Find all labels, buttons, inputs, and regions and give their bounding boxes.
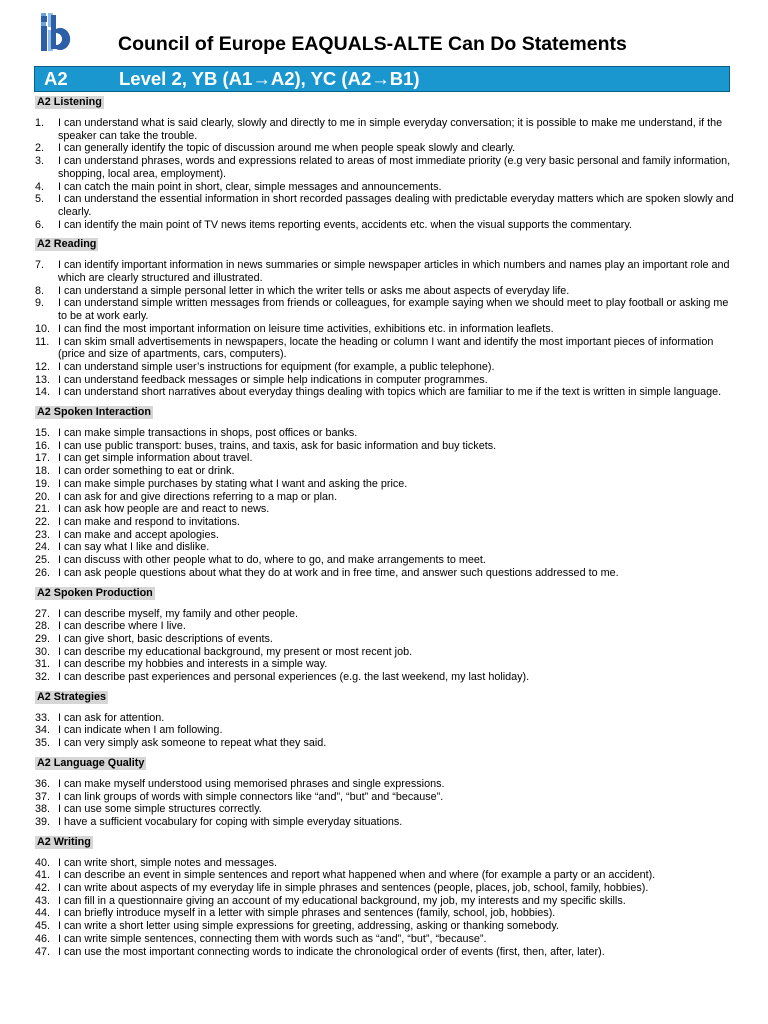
statement-number: 16. <box>35 439 51 452</box>
statement-text: I can briefly introduce myself in a letter with simple phrases and sentences (family, school, job, hobbies). <box>58 907 556 920</box>
statement-item <box>35 933 735 946</box>
document-title: Council of Europe EAQUALS-ALTE Can Do Statements <box>118 33 627 55</box>
statement-item <box>35 478 735 491</box>
statement-text: I can describe where I live. <box>58 620 186 633</box>
statement-number: 22. <box>35 515 51 528</box>
statement-text: I can ask how people are and react to news. <box>58 503 270 516</box>
statement-text: I can fill in a questionnaire giving an account of my educational background, my job, my interests and my specific skills. <box>58 894 626 907</box>
statement-text: I can find the most important information on leisure time activities, exhibitions etc. in information leaflets. <box>58 322 554 335</box>
statement-item <box>35 361 735 374</box>
statement-item <box>35 427 735 440</box>
statement-text: I can skim small advertisements in newspapers, locate the heading or column I want and identify the most important pieces of information (price and size of apartments, cars, computers). <box>58 335 714 361</box>
statement-item <box>35 567 735 580</box>
statement-number: 43. <box>35 894 51 907</box>
statement-item <box>35 142 735 155</box>
statement-item <box>35 297 735 322</box>
statement-text: I can write about aspects of my everyday life in simple phrases and sentences (people, places, job, school, family, hobbies). <box>58 882 649 895</box>
statement-number: 13. <box>35 373 51 386</box>
statement-text: I can understand phrases, words and expressions related to areas of most immediate priority (e.g very basic personal and family information, shopping, local area, employment). <box>58 155 731 180</box>
statement-number: 32. <box>35 671 51 684</box>
statement-number: 19. <box>35 477 51 490</box>
statement-number: 37. <box>35 790 51 803</box>
statement-number: 15. <box>35 427 51 440</box>
statement-number: 30. <box>35 645 51 658</box>
statement-number: 25. <box>35 554 51 567</box>
statement-text: I can generally identify the topic of discussion around me when people speak slowly and clearly. <box>58 142 516 155</box>
statement-number: 33. <box>35 711 51 724</box>
statement-number: 38. <box>35 803 51 816</box>
statement-item <box>35 791 735 804</box>
statement-number: 31. <box>35 658 51 671</box>
section-heading: A2 Spoken Interaction <box>37 406 151 419</box>
statement-text: I can understand simple written messages from friends or colleagues, for example saying when we should meet to play football or asking me to be at work early. <box>58 297 729 323</box>
statement-item <box>35 117 735 142</box>
statement-text: I can catch the main point in short, clear, simple messages and announcements. <box>58 180 442 193</box>
statement-item <box>35 895 735 908</box>
statement-item <box>35 857 735 870</box>
statement-item <box>35 386 735 399</box>
statement-number: 41. <box>35 869 51 882</box>
statement-item <box>35 452 735 465</box>
section <box>35 757 735 829</box>
statement-text: I can make and respond to invitations. <box>58 515 240 528</box>
statement-text: I can write a short letter using simple expressions for greeting, addressing, asking or thanking somebody. <box>58 920 559 933</box>
statement-text: I can use some simple structures correctly. <box>58 803 262 816</box>
statement-item <box>35 285 735 298</box>
statement-item <box>35 193 735 218</box>
statement-number: 23. <box>35 528 51 541</box>
statement-number: 36. <box>35 777 51 790</box>
statement-number: 1. <box>35 117 45 129</box>
statement-text: I can make simple purchases by stating what I want and asking the price. <box>58 477 408 490</box>
statement-number: 21. <box>35 503 51 516</box>
section <box>35 406 735 579</box>
ib-logo <box>37 13 73 51</box>
statement-item <box>35 671 735 684</box>
statement-text: I can identify important information in news summaries or simple newspaper articles in which numbers and names play an important role and which are clearly structured and illustrated. <box>58 259 730 285</box>
statement-text: I can ask for and give directions referring to a map or plan. <box>58 490 338 503</box>
statement-item <box>35 323 735 336</box>
statement-text: I can understand simple user’s instructions for equipment (for example, a public telephone). <box>58 360 495 373</box>
statement-number: 40. <box>35 856 51 869</box>
section-heading: A2 Strategies <box>37 690 107 703</box>
statement-item <box>35 529 735 542</box>
statement-number: 11. <box>35 335 50 348</box>
statement-text: I can very simply ask someone to repeat what they said. <box>58 737 327 750</box>
statement-item <box>35 374 735 387</box>
statement-number: 7. <box>35 259 45 272</box>
statement-text: I can make simple transactions in shops, post offices or banks. <box>58 427 358 440</box>
section <box>35 836 735 959</box>
statement-item <box>35 541 735 554</box>
statement-number: 27. <box>35 607 51 620</box>
statement-item <box>35 778 735 791</box>
statement-number: 12. <box>35 360 51 373</box>
statement-text: I can give short, basic descriptions of events. <box>58 632 273 645</box>
statement-number: 6. <box>35 218 45 231</box>
statement-number: 34. <box>35 724 51 737</box>
statement-item <box>35 869 735 882</box>
statement-item <box>35 516 735 529</box>
level-description: Level 2, YB (A1→A2), YC (A2→B1) <box>119 68 420 89</box>
level-banner <box>34 66 730 92</box>
section <box>35 238 735 399</box>
statement-item <box>35 440 735 453</box>
statement-number: 8. <box>35 284 45 297</box>
statement-item <box>35 737 735 750</box>
statement-text: I have a sufficient vocabulary for coping with simple everyday situations. <box>58 815 403 828</box>
statement-text: I can understand a simple personal letter in which the writer tells or asks me about aspects of everyday life. <box>58 284 570 297</box>
statement-number: 14. <box>35 386 51 399</box>
statement-number: 2. <box>35 142 45 155</box>
section <box>35 587 735 684</box>
section-heading: A2 Reading <box>37 238 97 251</box>
statement-item <box>35 920 735 933</box>
statement-text: I can describe myself, my family and other people. <box>58 607 299 620</box>
section <box>35 691 735 750</box>
statement-item <box>35 712 735 725</box>
statement-number: 18. <box>35 465 51 478</box>
statement-text: I can make myself understood using memorised phrases and single expressions. <box>58 777 445 790</box>
section-heading: A2 Listening <box>37 96 102 108</box>
statement-number: 46. <box>35 932 51 945</box>
statement-item <box>35 465 735 478</box>
statement-item <box>35 259 735 284</box>
statement-item <box>35 803 735 816</box>
statement-item <box>35 882 735 895</box>
level-code: A2 <box>44 68 68 89</box>
statement-number: 17. <box>35 452 51 465</box>
statement-text: I can identify the main point of TV news items reporting events, accidents etc. when the visual supports the commentary. <box>58 218 632 231</box>
statement-item <box>35 181 735 194</box>
section <box>35 96 735 231</box>
statement-text: I can understand the essential information in short recorded passages dealing with predictable everyday matters which are spoken slowly and clearly. <box>58 193 734 218</box>
statement-item <box>35 816 735 829</box>
statement-text: I can write simple sentences, connecting them with words such as “and”, “but”, “because”. <box>58 932 487 945</box>
statement-text: I can link groups of words with simple connectors like “and”, “but” and “because”. <box>58 790 444 803</box>
statement-item <box>35 491 735 504</box>
statement-text: I can order something to eat or drink. <box>58 465 235 478</box>
statement-number: 28. <box>35 620 51 633</box>
statement-item <box>35 646 735 659</box>
section-heading: A2 Language Quality <box>37 756 145 769</box>
statement-text: I can say what I like and dislike. <box>58 541 210 554</box>
section-heading: A2 Writing <box>37 835 91 848</box>
statement-item <box>35 503 735 516</box>
statement-number: 29. <box>35 632 51 645</box>
statement-text: I can describe an event in simple sentences and report what happened when and where (for example a party or an accident). <box>58 869 656 882</box>
statement-item <box>35 608 735 621</box>
statement-item <box>35 658 735 671</box>
statement-item <box>35 336 735 361</box>
statement-text: I can describe my educational background, my present or most recent job. <box>58 645 413 658</box>
statement-text: I can understand feedback messages or simple help indications in computer programmes. <box>58 373 488 386</box>
statement-number: 3. <box>35 155 45 168</box>
statement-number: 26. <box>35 566 51 579</box>
statement-item <box>35 554 735 567</box>
section-heading: A2 Spoken Production <box>37 586 153 599</box>
statement-text: I can describe past experiences and personal experiences (e.g. the last weekend, my last holiday). <box>58 671 530 684</box>
statement-item <box>35 724 735 737</box>
statement-number: 5. <box>35 193 45 206</box>
statement-text: I can understand short narratives about everyday things dealing with topics which are familiar to me if the text is written in simple language. <box>58 386 722 399</box>
statement-item <box>35 907 735 920</box>
statement-text: I can ask people questions about what they do at work and in free time, and answer such questions addressed to me. <box>58 566 619 579</box>
statement-text: I can use the most important connecting words to indicate the chronological order of events (first, then, after, later). <box>58 945 605 958</box>
statement-text: I can get simple information about travel. <box>58 452 253 465</box>
statement-item <box>35 946 735 959</box>
statement-number: 47. <box>35 945 51 958</box>
statement-item <box>35 620 735 633</box>
statement-text: I can indicate when I am following. <box>58 724 223 737</box>
statement-text: I can discuss with other people what to do, where to go, and make arrangements to meet. <box>58 554 486 567</box>
statement-item <box>35 219 735 232</box>
statement-text: I can describe my hobbies and interests in a simple way. <box>58 658 328 671</box>
statement-number: 45. <box>35 920 51 933</box>
statement-number: 24. <box>35 541 51 554</box>
statement-number: 39. <box>35 815 51 828</box>
statement-text: I can understand what is said clearly, slowly and directly to me in simple everyday conversation; it is possible to make me understand, if the speaker can take the trouble. <box>58 117 723 142</box>
statement-text: I can ask for attention. <box>58 711 165 724</box>
statement-text: I can make and accept apologies. <box>58 528 219 541</box>
statement-number: 10. <box>35 322 51 335</box>
statement-text: I can write short, simple notes and messages. <box>58 856 278 869</box>
statement-number: 44. <box>35 907 51 920</box>
statements-list <box>35 96 735 965</box>
statement-number: 35. <box>35 737 51 750</box>
statement-item <box>35 155 735 180</box>
statement-item <box>35 633 735 646</box>
statement-number: 42. <box>35 882 51 895</box>
statement-number: 4. <box>35 180 45 193</box>
statement-text: I can use public transport: buses, trains, and taxis, ask for basic information and buy tickets. <box>58 439 497 452</box>
statement-number: 9. <box>35 297 45 310</box>
statement-number: 20. <box>35 490 51 503</box>
